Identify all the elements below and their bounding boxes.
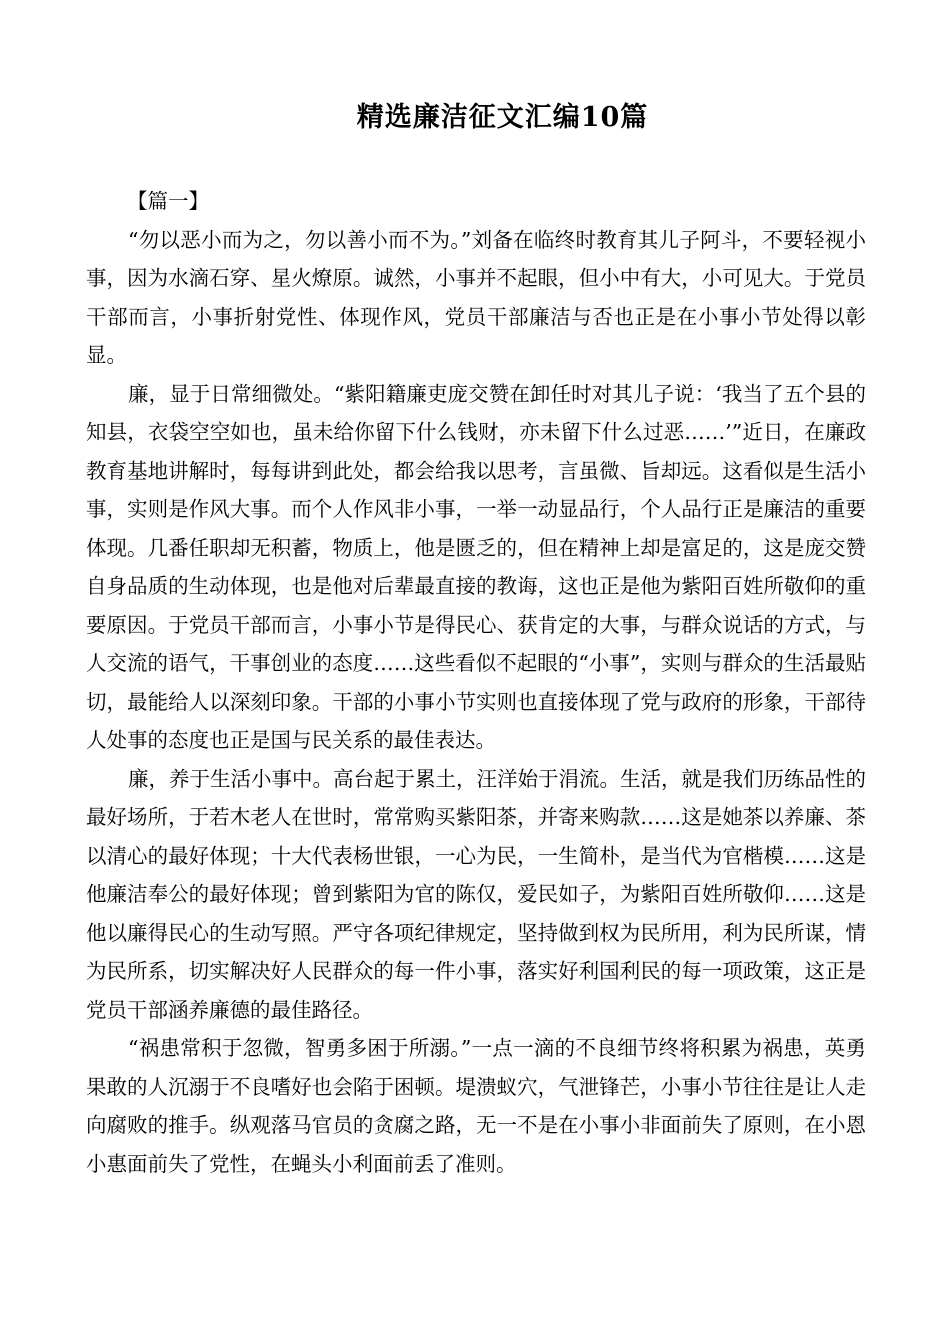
paragraph-3: 廉，养于生活小事中。高台起于累土，汪洋始于涓流。生活，就是我们历练品性的最好场所，于若木老人在世时，常常购买紫阳茶，并寄来购款……这是她茶以养廉、茶以清心的最好体现；十大代表杨世银，一心为民，一生简朴，是当代为官楷模……这是他廉洁奉公的最好体现；曾到紫阳为官的陈仅，爱民如子，为紫阳百姓所敬仰……这是他以廉得民心的生动写照。严守各项纪律规定，坚持做到权为民所用，利为民所谋，情为民所系，切实解决好人民群众的每一件小事，落实好利国利民的每一项政策，这正是党员干部涵养廉德的最佳路径。 (86, 766, 866, 1022)
document-title: 精选廉洁征文汇编10篇 (356, 102, 649, 133)
paragraph-1: “勿以恶小而为之，勿以善小而不为。”刘备在临终时教育其儿子阿斗，不要轻视小事，因为水滴石穿、星火燎原。诚然，小事并不起眼，但小中有大，小可见大。于党员干部而言，小事折射党性、体现作风，党员干部廉洁与否也正是在小事小节处得以彰显。 (86, 227, 866, 367)
paragraph-4: “祸患常积于忽微，智勇多困于所溺。”一点一滴的不良细节终将积累为祸患，英勇果敢的人沉溺于不良嗜好也会陷于困顿。堤溃蚁穴，气泄锋芒，小事小节往往是让人走向腐败的推手。纵观落马官员的贪腐之路，无一不是在小事小非面前失了原则，在小恩小惠面前失了党性，在蝇头小利面前丢了准则。 (86, 1036, 866, 1176)
document-body (86, 182, 866, 1183)
section-heading: 【篇一】 (127, 189, 209, 213)
paragraph-2: 廉，显于日常细微处。“紫阳籍廉吏庞交赞在卸任时对其儿子说：‘我当了五个县的知县，衣袋空空如也，虽未给你留下什么钱财，亦未留下什么过恶……’”近日，在廉政教育基地讲解时，每每讲到此处，都会给我以思考，言虽微、旨却远。这看似是生活小事，实则是作风大事。而个人作风非小事，一举一动显品行，个人品行正是廉洁的重要体现。几番任职却无积蓄，物质上，他是匮乏的，但在精神上却是富足的，这是庞交赞自身品质的生动体现，也是他对后辈最直接的教诲，这也正是他为紫阳百姓所敬仰的重要原因。于党员干部而言，小事小节是得民心、获肯定的大事，与群众说话的方式，与人交流的语气，干事创业的态度……这些看似不起眼的“小事”，实则与群众的生活最贴切，最能给人以深刻印象。干部的小事小节实则也直接体现了党与政府的形象，干部待人处事的态度也正是国与民关系的最佳表达。 (86, 381, 866, 752)
